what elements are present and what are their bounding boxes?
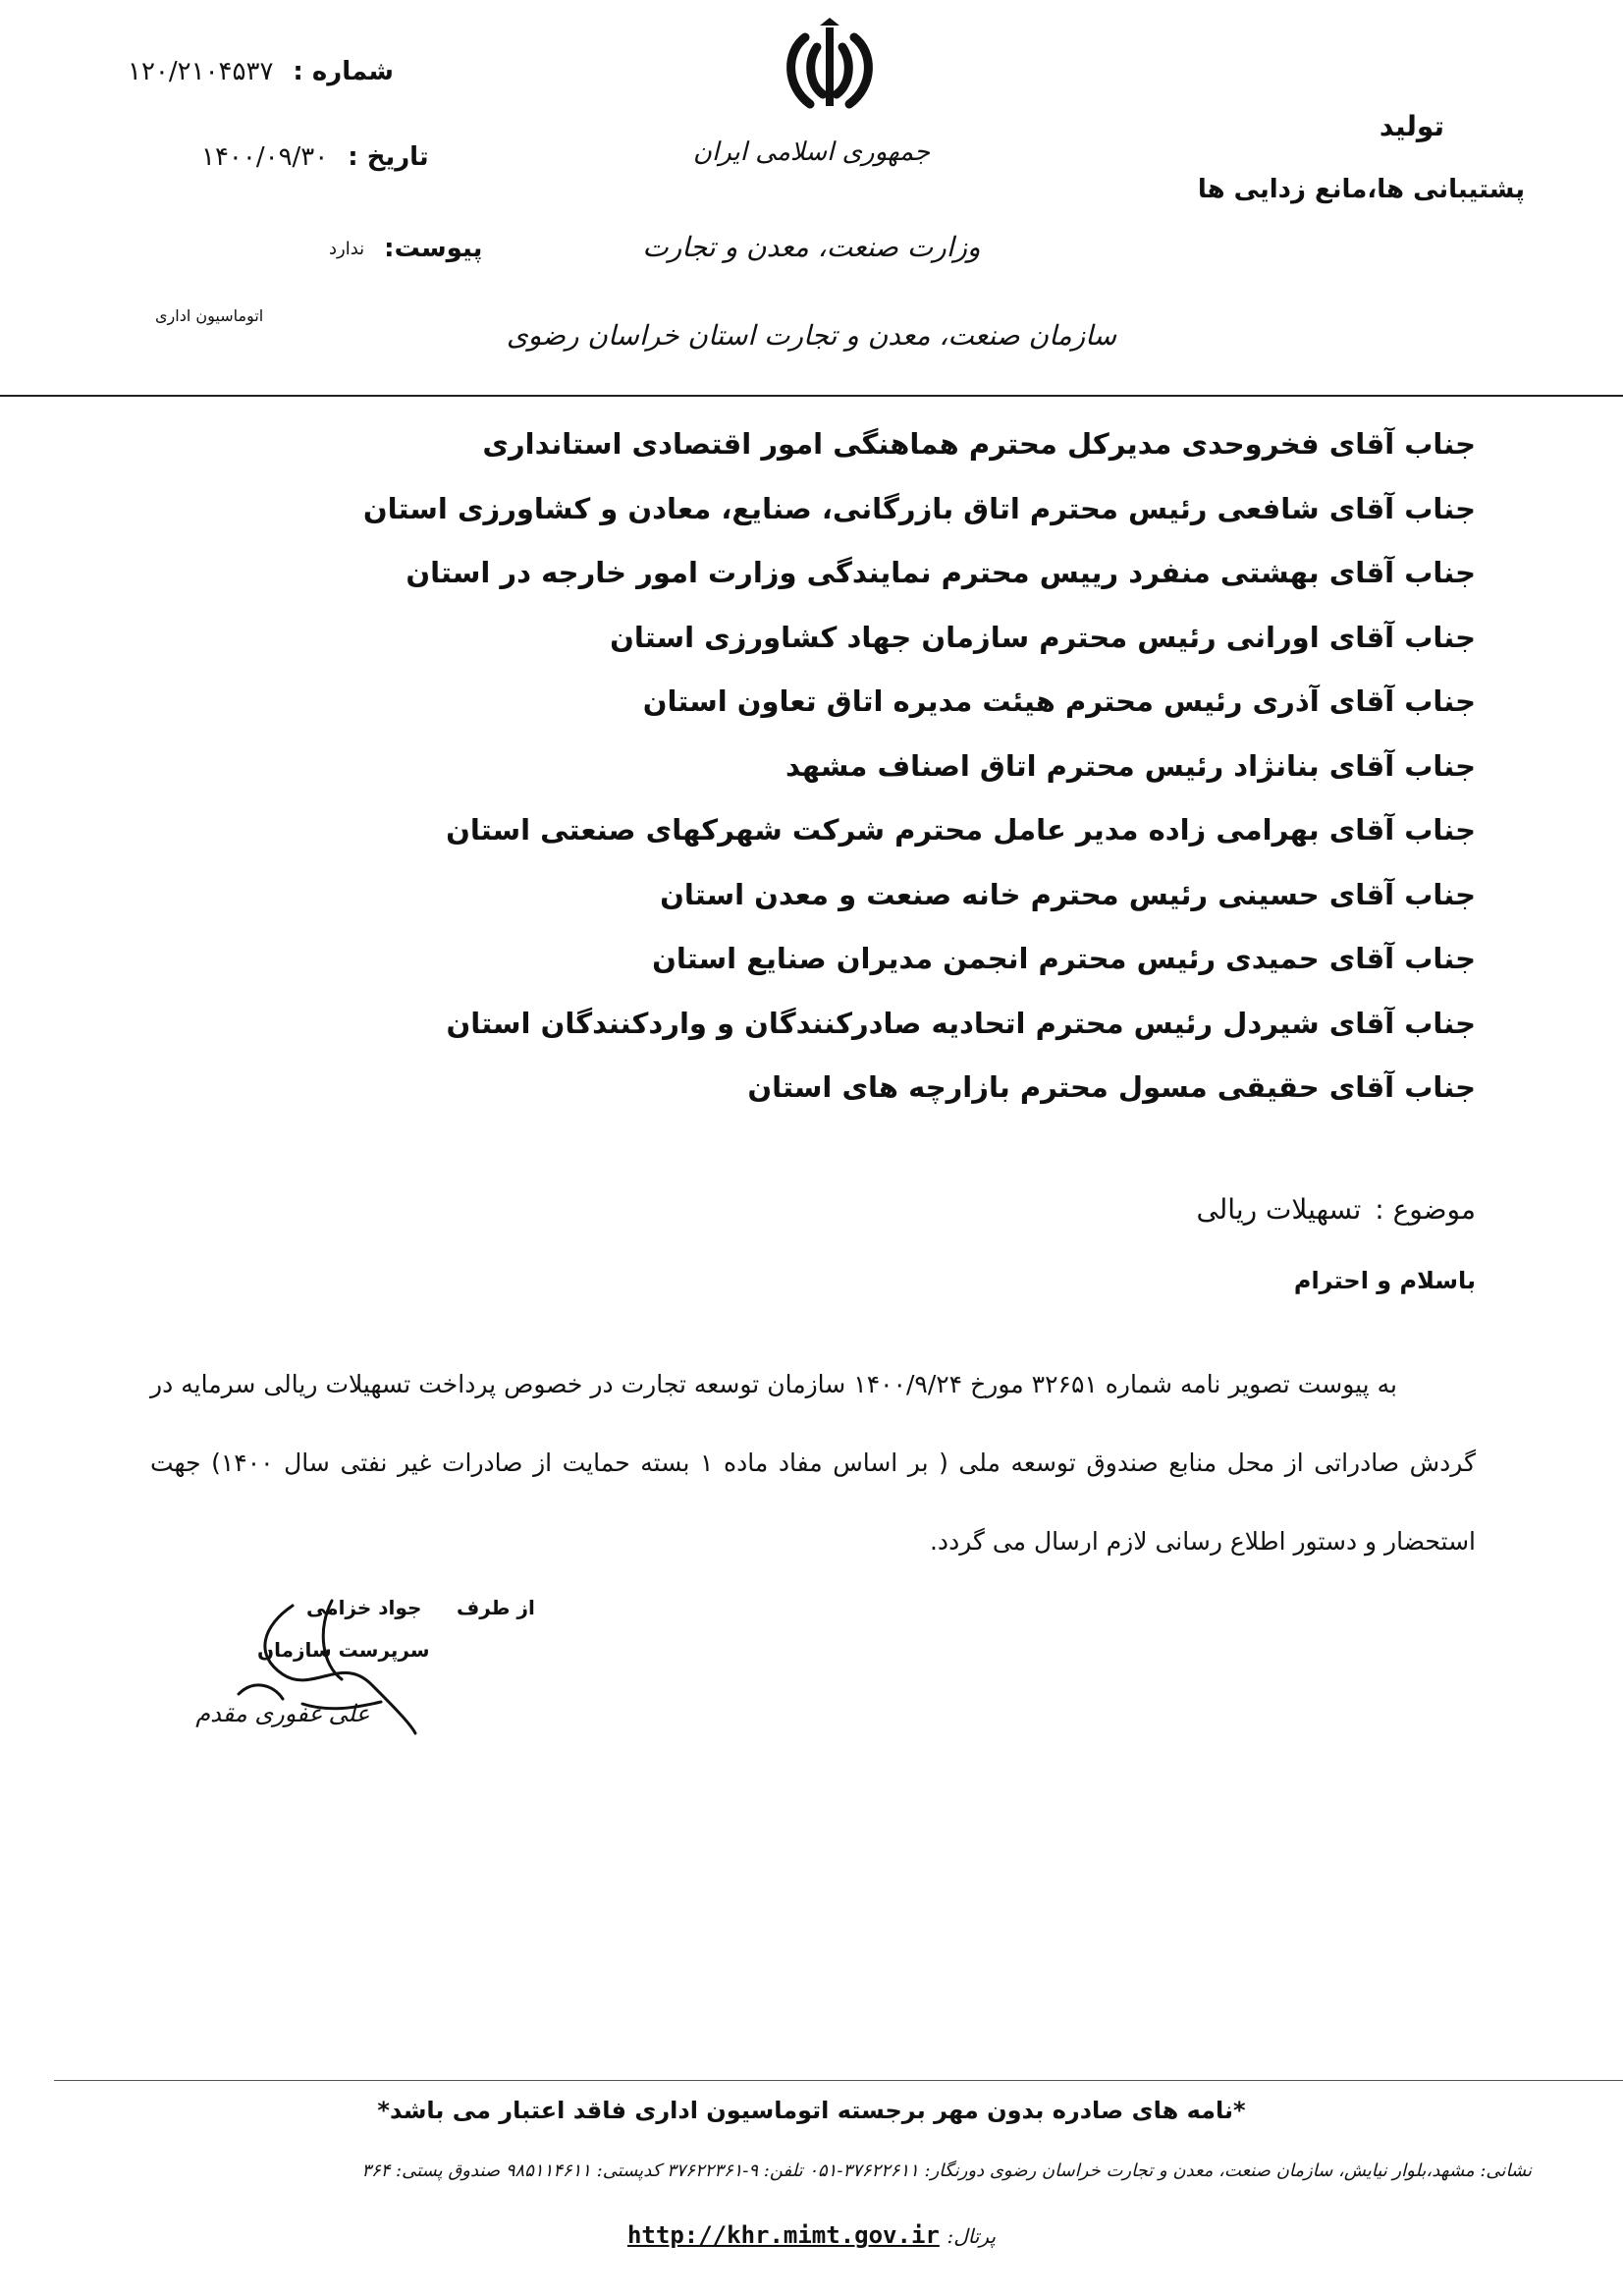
signature-sender: جواد خزامی [306,1596,422,1619]
footer-divider [54,2080,1623,2081]
footer-address: نشانی: مشهد،بلوار نیایش، سازمان صنعت، معدن و تجارت خراسان رضوی دورنگار: ۳۷۶۲۲۶۱۱-۰۵۱ تلفن: ۹-۳۷۶۲۲۳۶۱ کدپستی: ۹۸۵۱۱۴۶۱۱ صندوق پستی: ۳۶۴ [361,2160,1532,2181]
subject-value: تسهیلات ریالی [1196,1193,1362,1226]
recipient-item: جناب آقای بهرامی زاده مدیر عامل محترم شرکت شهرکهای صنعتی استان [446,813,1476,847]
recipient-item: جناب آقای اورانی رئیس محترم سازمان جهاد کشاورزی استان [610,620,1476,654]
letter-body [150,1345,1476,1581]
iran-emblem-icon [776,18,884,116]
recipient-item: جناب آقای حسینی رئیس محترم خانه صنعت و معدن استان [660,877,1476,911]
department-line-2: پشتیبانی ها،مانع زدایی ها [1197,175,1525,204]
recipient-item: جناب آقای شافعی رئیس محترم اتاق بازرگانی، صنایع، معادن و کشاورزی استان [362,491,1476,525]
recipient-item: جناب آقای شیردل رئیس محترم اتحادیه صادرکنندگان و واردکنندگان استان [446,1006,1476,1040]
department-line-1: تولید [1379,110,1444,142]
recipient-item: جناب آقای حمیدی رئیس محترم انجمن مدیران صنایع استان [652,942,1476,975]
header-divider [0,395,1623,397]
letter-number-row [128,57,394,86]
signature-from-label: از طرف [457,1596,535,1619]
attachment-value: ندارد [329,238,365,259]
handwritten-signature [145,1586,440,1743]
letter-number-value: ۱۲۰/۲۱۰۴۵۳۷ [128,57,274,86]
svg-text:علی غفوری مقدم: علی غفوری مقدم [195,1700,370,1727]
attachment-label: پیوست: [384,234,483,263]
republic-title: جمهوری اسلامی ایران [692,137,931,167]
recipient-item: جناب آقای حقیقی مسول محترم بازارچه های استان [747,1070,1476,1104]
letter-body-paragraph: به پیوست تصویر نامه شماره ۳۲۶۵۱ مورخ ۱۴۰۰/۹/۲۴ سازمان توسعه تجارت در خصوص پرداخت تسهیلات ریالی سرمایه در گردش صادراتی از محل منابع صندوق توسعه ملی ( بر اساس مفاد ماده ۱ بسته حمایت از صادرات غیر نفتی سال ۱۴۰۰) جهت استحضار و دستور اطلاع رسانی لازم ارسال می گردد. [150,1370,1476,1556]
letter-number-label: شماره : [293,57,394,86]
footer-website [0,2221,1623,2249]
recipient-item: جناب آقای بنانژاد رئیس محترم اتاق اصناف مشهد [785,748,1476,783]
footer-note: *نامه های صادره بدون مهر برجسته اتوماسیون اداری فاقد اعتبار می باشد* [377,2097,1246,2124]
recipients-list [101,412,1476,1121]
greeting: باسلام و احترام [1293,1267,1476,1294]
recipient-item: جناب آقای بهشتی منفرد رییس محترم نمایندگی وزارت امور خارجه در استان [406,556,1476,589]
recipient-item: جناب آقای فخروحدی مدیرکل محترم هماهنگی امور اقتصادی استانداری [482,427,1476,461]
website-link[interactable]: http://khr.mimt.gov.ir [626,2221,940,2249]
subject-line [1196,1193,1476,1226]
signature-sender-title: سرپرست سازمان [257,1638,430,1662]
recipient-item: جناب آقای آذری رئیس محترم هیئت مدیره اتاق تعاون استان [642,684,1476,718]
letter-date-label: تاریخ : [348,142,429,172]
ministry-title: وزارت صنعت، معدن و تجارت [642,231,981,263]
letter-date-value: ۱۴۰۰/۰۹/۳۰ [201,142,329,172]
subject-label: موضوع : [1375,1193,1476,1226]
organization-title: سازمان صنعت، معدن و تجارت استان خراسان رضوی [506,319,1117,352]
automation-tag: اتوماسیون اداری [155,306,264,325]
website-label: پرتال: [947,2224,997,2248]
